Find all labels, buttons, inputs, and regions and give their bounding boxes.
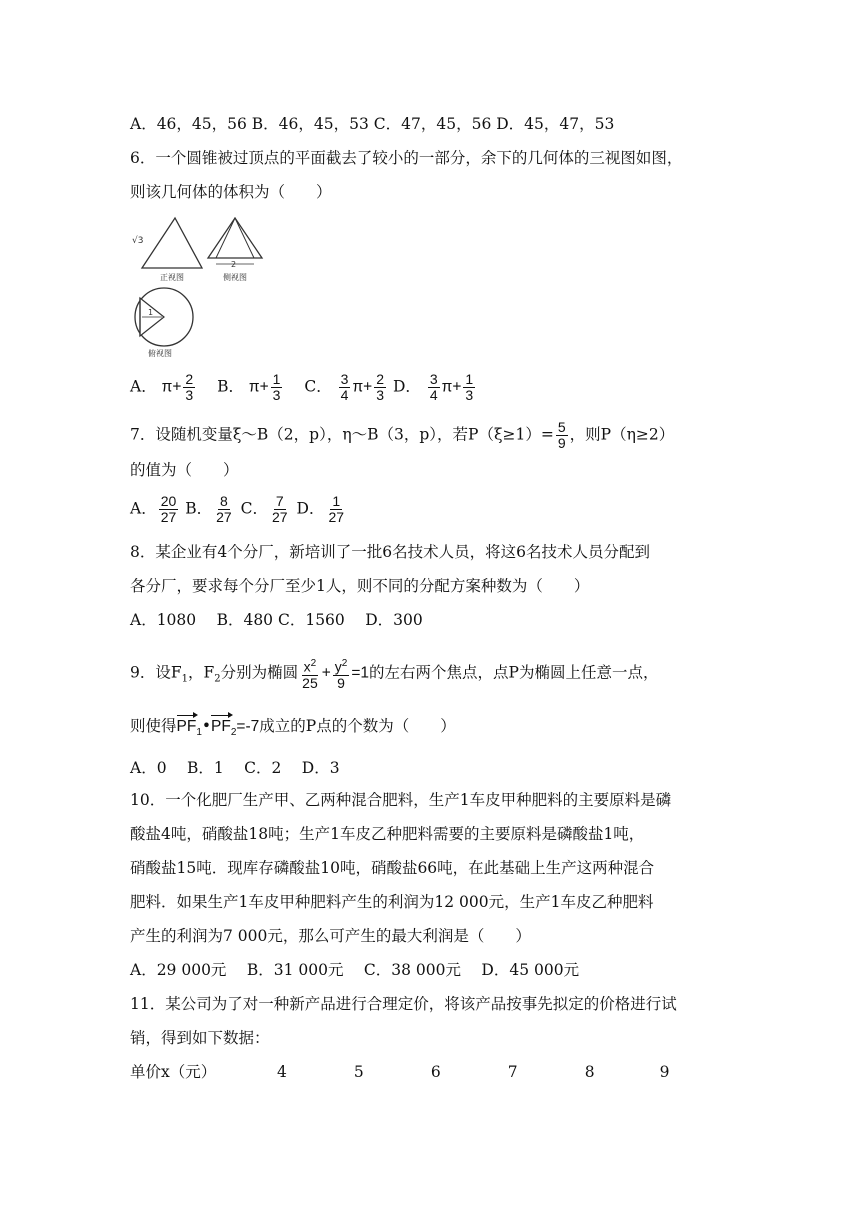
- superscript: 2: [341, 658, 348, 669]
- plus-sign: +: [321, 664, 331, 682]
- denominator: 4: [429, 387, 438, 403]
- numerator: 5: [557, 419, 566, 435]
- numerator: [302, 656, 319, 676]
- fraction: [428, 372, 440, 403]
- subscript: 1: [196, 727, 202, 739]
- q9-prefix: 9．设F: [130, 663, 182, 682]
- q9-suffix: 的左右两个焦点，点P为椭圆上任意一点，: [369, 663, 659, 682]
- denominator: 27: [160, 509, 177, 525]
- q9-mid2: 分别为椭圆: [220, 663, 299, 682]
- table-cell: 5: [353, 1063, 364, 1081]
- q10-line5: 产生的利润为7 000元，那么可产生的最大利润是（ ）: [130, 927, 531, 945]
- q7-line1: [130, 420, 674, 451]
- denominator: 25: [302, 674, 318, 691]
- denominator: 27: [272, 509, 288, 525]
- q7-options: [130, 494, 348, 525]
- plus-sign: +: [452, 378, 462, 396]
- fraction: [271, 372, 283, 403]
- numerator: 20: [160, 493, 177, 509]
- denominator: 3: [185, 387, 194, 403]
- three-view-figure: [130, 210, 290, 360]
- denominator: 9: [557, 435, 566, 451]
- numerator: [333, 656, 350, 676]
- q9-line2: [130, 714, 456, 738]
- plus-sign: +: [259, 378, 269, 396]
- front-view-label: 正视图: [160, 273, 184, 282]
- fraction: [214, 494, 234, 525]
- q7-option-d-label: D．: [296, 499, 325, 518]
- denominator: 27: [216, 509, 232, 525]
- table-cell: 4: [276, 1063, 287, 1081]
- q9-options: A．0 B．1 C．2 D．3: [130, 759, 340, 777]
- q6-option-a-label: A．: [130, 377, 157, 396]
- q10-line3: 硝酸盐15吨．现库存磷酸盐10吨，硝酸盐66吨，在此基础上生产这两种混合: [130, 859, 655, 877]
- subscript: 2: [214, 673, 221, 685]
- front-view-triangle: [142, 218, 202, 268]
- q6-option-c-label: C．: [304, 377, 332, 396]
- q7-option-b-label: B．: [185, 499, 213, 518]
- q8-line2: 各分厂，要求每个分厂至少1人，则不同的分配方案种数为（ ）: [130, 577, 590, 595]
- pi-symbol: π: [161, 378, 173, 396]
- side-view-label: 侧视图: [223, 273, 247, 282]
- numerator: 1: [272, 371, 281, 387]
- q8-line1: 8．某企业有4个分厂，新培训了一批6名技术人员，将这6名技术人员分配到: [130, 543, 650, 561]
- vector-pf2: PF: [211, 718, 231, 735]
- pi-symbol: π: [352, 378, 364, 396]
- table-cell: 6: [430, 1063, 441, 1081]
- table-cell: 9: [659, 1063, 670, 1081]
- side-view-dim: 2: [231, 260, 237, 269]
- q7-text-before: 7．设随机变量ξ～B（2，p），η～B（3，p），若P（ξ≥1）=: [130, 425, 554, 444]
- table-cell: 7: [507, 1063, 518, 1081]
- q6-line2: 则该几何体的体积为（ ）: [130, 183, 332, 201]
- numerator: 1: [332, 493, 341, 509]
- denominator: 9: [337, 674, 345, 691]
- q7-line2: 的值为（ ）: [130, 461, 239, 479]
- q10-line1: 10．一个化肥厂生产甲、乙两种混合肥料，生产1车皮甲种肥料的主要原料是磷: [130, 791, 672, 809]
- plus-sign: +: [172, 378, 182, 396]
- fraction: [300, 656, 320, 691]
- dot-product: •: [201, 717, 212, 735]
- q9-line2-suffix: 成立的P点的个数为（ ）: [259, 717, 456, 735]
- subscript: 1: [181, 673, 188, 685]
- q10-line2: 酸盐4吨，硝酸盐18吨；生产1车皮乙种肥料需要的主要原料是磷酸盐1吨，: [130, 825, 645, 843]
- q11-line1: 11．某公司为了对一种新产品进行合理定价，将该产品按事先拟定的价格进行试: [130, 995, 677, 1013]
- pi-symbol: π: [441, 378, 453, 396]
- fraction: [326, 494, 346, 525]
- q5-options: A．46，45，56 B．46，45，53 C．47，45，56 D．45，47，53: [130, 115, 615, 133]
- var-x: x: [303, 658, 311, 675]
- q7-option-a-label: A．: [130, 499, 157, 518]
- fraction: [270, 494, 290, 525]
- denominator: 27: [328, 509, 345, 525]
- denominator: 3: [465, 387, 474, 403]
- front-view-dim: √3: [132, 236, 144, 246]
- q7-option-c-label: C．: [240, 499, 268, 518]
- numerator: 1: [465, 371, 474, 387]
- q10-line4: 肥料．如果生产1车皮甲种肥料产生的利润为12 000元，生产1车皮乙种肥料: [130, 893, 654, 911]
- q6-option-b-label: B．: [217, 377, 244, 396]
- q7-text-after: ，则P（η≥2）: [569, 425, 675, 444]
- q9-line1: [130, 656, 658, 691]
- denominator: 3: [376, 387, 385, 403]
- table-cell: 8: [584, 1063, 595, 1081]
- numerator: 3: [429, 371, 438, 387]
- equals-one: =1: [351, 664, 370, 682]
- q6-options: [130, 372, 477, 403]
- q9-line2-prefix: 则使得: [130, 717, 177, 735]
- numerator: 3: [340, 371, 349, 387]
- fraction: [159, 494, 179, 525]
- table-header-cell: 单价x（元）: [130, 1063, 217, 1081]
- fraction: [374, 372, 386, 403]
- fraction: [333, 656, 350, 691]
- numerator: 2: [376, 371, 385, 387]
- subscript: 2: [230, 727, 237, 739]
- fraction: [339, 372, 351, 403]
- numerator: 7: [275, 493, 284, 509]
- q10-options: A．29 000元 B．31 000元 C．38 000元 D．45 000元: [130, 961, 580, 979]
- top-view-label: 俯视图: [148, 349, 172, 358]
- denominator: 4: [340, 387, 349, 403]
- q6-line1: 6．一个圆锥被过顶点的平面截去了较小的一部分，余下的几何体的三视图如图，: [130, 149, 683, 167]
- side-view-triangle: [208, 218, 262, 258]
- plus-sign: +: [363, 378, 373, 396]
- q8-options: A．1080 B．480 C．1560 D．300: [130, 611, 423, 629]
- vector-pf1: PF: [176, 718, 197, 735]
- var-y: y: [334, 658, 342, 675]
- top-view-dim: 1: [148, 308, 154, 317]
- fraction: [463, 372, 475, 403]
- q6-option-d-label: D．: [392, 377, 421, 396]
- q11-table-row: [130, 1060, 680, 1082]
- fraction: [556, 420, 568, 451]
- fraction: [183, 372, 195, 403]
- numerator: 8: [220, 493, 228, 509]
- equals-neg-seven: =-7: [236, 718, 260, 735]
- numerator: 2: [185, 371, 194, 387]
- q9-mid: ，F: [188, 663, 215, 682]
- superscript: 2: [310, 658, 317, 669]
- pi-symbol: π: [248, 378, 260, 396]
- denominator: 3: [272, 387, 281, 403]
- q11-line2: 销，得到如下数据：: [130, 1029, 270, 1047]
